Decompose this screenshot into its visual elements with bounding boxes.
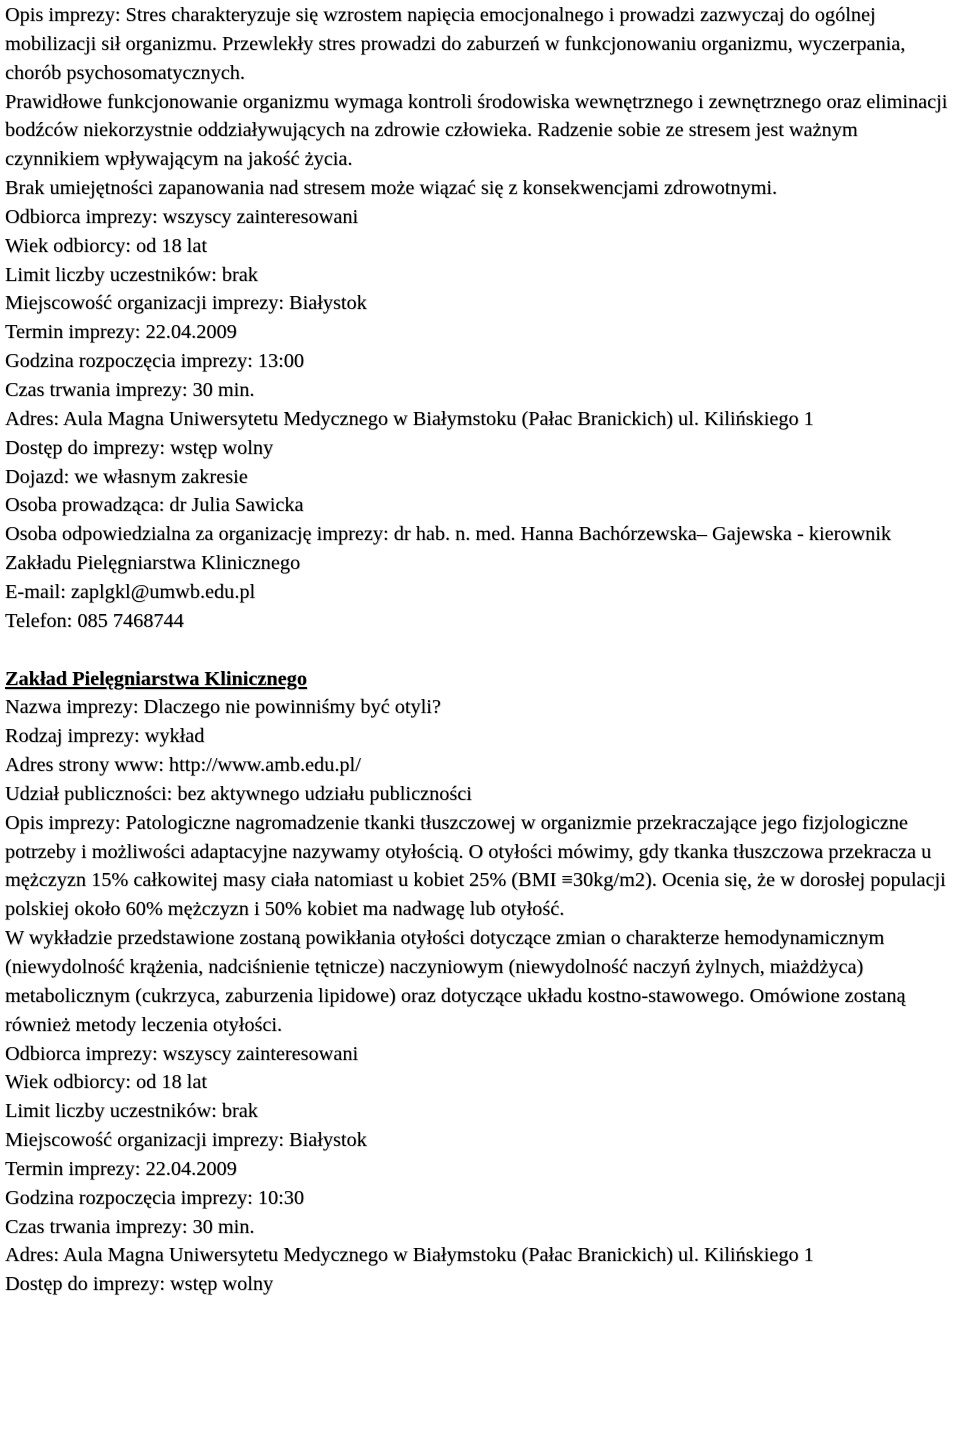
section-heading: Zakład Pielęgniarstwa Klinicznego xyxy=(5,667,307,690)
start-time-field: Godzina rozpoczęcia imprezy: 10:30 xyxy=(5,1186,305,1209)
section-spacer xyxy=(5,636,955,665)
participant-limit-field: Limit liczby uczestników: brak xyxy=(5,263,258,286)
age-field: Wiek odbiorcy: od 18 lat xyxy=(5,1071,207,1094)
event-description-conclusion: Brak umiejętności zapanowania nad stresem może wiązać się z konsekwencjami zdrowotnymi. xyxy=(5,177,778,200)
location-field: Miejscowość organizacji imprezy: Białystok xyxy=(5,1129,367,1152)
location-field: Miejscowość organizacji imprezy: Białystok xyxy=(5,292,367,315)
transport-field: Dojazd: we własnym zakresie xyxy=(5,465,248,488)
duration-field: Czas trwania imprezy: 30 min. xyxy=(5,378,255,401)
host-field: Osoba prowadząca: dr Julia Sawicka xyxy=(5,494,304,517)
document-page xyxy=(5,0,955,1299)
date-field: Termin imprezy: 22.04.2009 xyxy=(5,321,237,344)
event-name-field: Nazwa imprezy: Dlaczego nie powinniśmy być otyli? xyxy=(5,696,441,719)
event-description: Opis imprezy: Patologiczne nagromadzenie tkanki tłuszczowej w organizmie przekraczające jego fizjologiczne potrzeby i możliwości adaptacyjne nazywamy otyłością. O otyłości mówimy, gdy tkanka tłuszczowa przekracza u mężczyzn 15% całkowitej masy ciała natomiast u kobiet 25% (BMI ≡30kg/m2). Ocenia się, że w dorosłej populacji polskiej około 60% mężczyzn i 50% kobiet ma nadwagę lub otyłość. xyxy=(5,811,946,921)
email-field: E-mail: zaplgkl@umwb.edu.pl xyxy=(5,580,256,603)
access-field: Dostęp do imprezy: wstęp wolny xyxy=(5,1273,274,1296)
duration-field: Czas trwania imprezy: 30 min. xyxy=(5,1215,255,1238)
date-field: Termin imprezy: 22.04.2009 xyxy=(5,1157,237,1180)
organizer-field: Osoba odpowiedzialna za organizację imprezy: dr hab. n. med. Hanna Bachórzewska– Gajewska - kierownik Zakładu Pielęgniarstwa Klinicznego xyxy=(5,523,892,575)
website-field: Adres strony www: http://www.amb.edu.pl/ xyxy=(5,754,361,777)
start-time-field: Godzina rozpoczęcia imprezy: 13:00 xyxy=(5,350,305,373)
audience-participation-field: Udział publiczności: bez aktywnego udziału publiczności xyxy=(5,782,472,805)
participant-limit-field: Limit liczby uczestników: brak xyxy=(5,1100,258,1123)
access-field: Dostęp do imprezy: wstęp wolny xyxy=(5,436,274,459)
event-description: Opis imprezy: Stres charakteryzuje się wzrostem napięcia emocjonalnego i prowadzi zazwyczaj do ogólnej mobilizacji sił organizmu. Przewlekły stres prowadzi do zaburzeń w funkcjonowaniu organizmu, wyczerpania, chorób psychosomatycznych. xyxy=(5,4,906,84)
lecture-description: W wykładzie przedstawione zostaną powikłania otyłości dotyczące zmian o charakterze hemodynamicznym (niewydolność krążenia, nadciśnienie tętnicze) naczyniowym (niewydolność naczyń żylnych, miażdżyca) metabolicznym (cukrzyca, zaburzenia lipidowe) oraz dotyczące układu kostno-stawowego. Omówione zostaną również metody leczenia otyłości. xyxy=(5,927,906,1036)
event-description-continued: Prawidłowe funkcjonowanie organizmu wymaga kontroli środowiska wewnętrznego i zewnętrznego oraz eliminacji bodźców niekorzystnie oddziaływujących na zdrowie człowieka. Radzenie sobie ze stresem jest ważnym czynnikiem wpływającym na jakość życia. xyxy=(5,90,948,171)
address-field: Adres: Aula Magna Uniwersytetu Medycznego w Białymstoku (Pałac Branickich) ul. Kilińskiego 1 xyxy=(5,1244,814,1267)
phone-field: Telefon: 085 7468744 xyxy=(5,609,184,632)
audience-field: Odbiorca imprezy: wszyscy zainteresowani xyxy=(5,1042,359,1065)
address-field: Adres: Aula Magna Uniwersytetu Medycznego w Białymstoku (Pałac Branickich) ul. Kilińskiego 1 xyxy=(5,407,814,430)
audience-field: Odbiorca imprezy: wszyscy zainteresowani xyxy=(5,205,359,228)
event-type-field: Rodzaj imprezy: wykład xyxy=(5,725,205,748)
age-field: Wiek odbiorcy: od 18 lat xyxy=(5,234,207,257)
